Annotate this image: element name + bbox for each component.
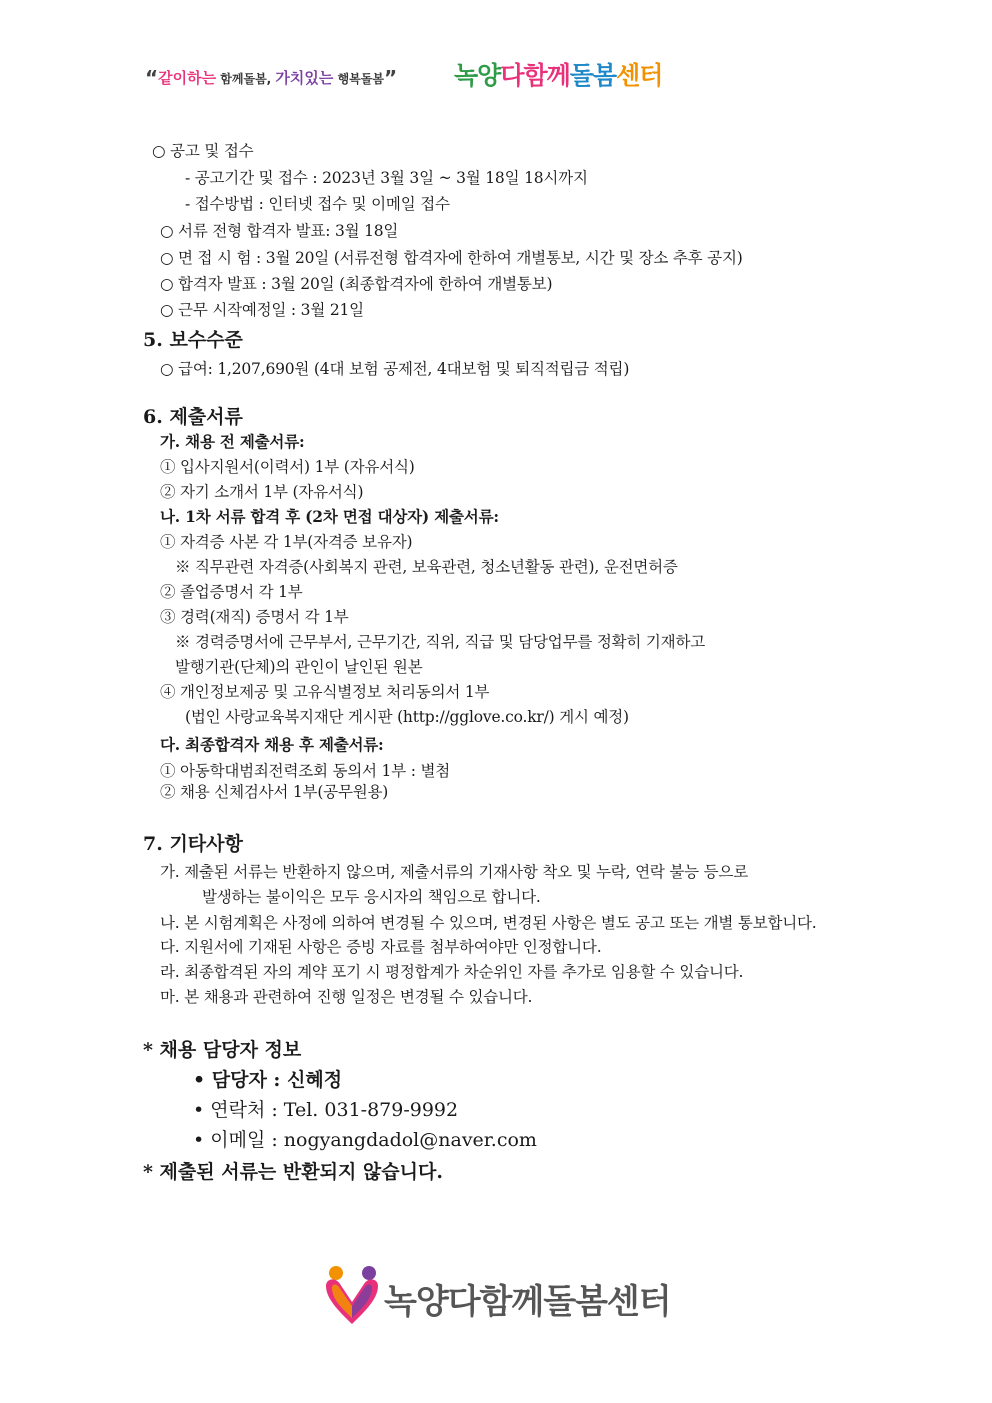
s6-subheading: 다. 최종합격자 채용 후 제출서류: bbox=[160, 735, 384, 754]
s6-line: ④ 개인정보제공 및 고유식별정보 처리동의서 1부 bbox=[160, 683, 490, 701]
s4-line: ○ 합격자 발표 : 3월 20일 (최종합격자에 한하여 개별통보) bbox=[160, 275, 553, 293]
s4-line: - 공고기간 및 접수 : 2023년 3월 3일 ~ 3월 18일 18시까지 bbox=[185, 169, 588, 187]
s4-line: ○ 근무 시작예정일 : 3월 21일 bbox=[160, 301, 364, 319]
slogan-open-quote: “ bbox=[145, 66, 159, 90]
center-name-part-1: 녹양 bbox=[454, 61, 501, 90]
s6-line: ② 졸업증명서 각 1부 bbox=[160, 583, 303, 601]
s6-line: ① 아동학대범죄전력조회 동의서 1부 : 별첨 bbox=[160, 762, 450, 780]
s6-subheading: 나. 1차 서류 합격 후 (2차 면접 대상자) 제출서류: bbox=[160, 507, 499, 526]
s6-line: ② 채용 신체검사서 1부(공무원용) bbox=[160, 783, 389, 801]
s6-subheading: 가. 채용 전 제출서류: bbox=[160, 432, 305, 451]
s6-note: ※ 직무관련 자격증(사회복지 관련, 보육관련, 청소년활동 관련), 운전면허증 bbox=[175, 558, 678, 576]
s4-line: ○ 서류 전형 합격자 발표: 3월 18일 bbox=[160, 222, 399, 240]
s7-line: 나. 본 시험계획은 사정에 의하여 변경될 수 있으며, 변경된 사항은 별도 공고 또는 개별 통보합니다. bbox=[160, 914, 817, 932]
slogan-part-1: 같이하는 bbox=[158, 69, 217, 87]
slogan-part-2: 함께돌봄, bbox=[216, 72, 276, 86]
section-title-7: 7. 기타사항 bbox=[143, 833, 243, 855]
footer-logo-text: 녹양다함께돌봄센터 bbox=[384, 1282, 671, 1322]
s4-line: - 접수방법 : 인터넷 접수 및 이메일 접수 bbox=[185, 195, 450, 213]
s7-line: 라. 최종합격된 자의 계약 포기 시 평정합계가 차순위인 자를 추가로 임용할 수 있습니다. bbox=[160, 963, 744, 981]
center-name-part-3: 돌봄 bbox=[569, 61, 617, 90]
footer-logo bbox=[322, 1264, 682, 1328]
s4-line: ○ 공고 및 접수 bbox=[152, 142, 254, 160]
contact-phone: • 연락처 : Tel. 031-879-9992 bbox=[193, 1099, 459, 1121]
header-slogan bbox=[145, 66, 397, 90]
s6-line: ① 자격증 사본 각 1부(자격증 보유자) bbox=[160, 533, 413, 551]
contact-email: • 이메일 : nogyangdadol@naver.com bbox=[193, 1129, 537, 1151]
section-title-6: 6. 제출서류 bbox=[143, 406, 243, 428]
s6-note: (법인 사랑교육복지재단 게시판 (http://gglove.co.kr/) 게시 예정) bbox=[185, 708, 629, 726]
heart-logo-icon bbox=[322, 1264, 382, 1328]
s6-note: ※ 경력증명서에 근무부서, 근무기간, 직위, 직급 및 담당업무를 정확히 기재하고 bbox=[175, 633, 705, 651]
s6-line: ③ 경력(재직) 증명서 각 1부 bbox=[160, 608, 349, 626]
s5-line: ○ 급여: 1,207,690원 (4대 보험 공제전, 4대보험 및 퇴직적립금 적립) bbox=[160, 360, 630, 378]
s6-line: ② 자기 소개서 1부 (자유서식) bbox=[160, 483, 364, 501]
slogan-part-4: 행복돌봄 bbox=[333, 72, 384, 86]
s7-line: 가. 제출된 서류는 반환하지 않으며, 제출서류의 기재사항 착오 및 누락, 연락 불능 등으로 bbox=[160, 863, 748, 881]
s7-line: 마. 본 채용과 관련하여 진행 일정은 변경될 수 있습니다. bbox=[160, 988, 533, 1006]
section-title-5: 5. 보수수준 bbox=[143, 329, 243, 351]
s6-line: ① 입사지원서(이력서) 1부 (자유서식) bbox=[160, 458, 415, 476]
contact-title: * 채용 담당자 정보 bbox=[143, 1039, 302, 1061]
contact-person: • 담당자 : 신혜정 bbox=[193, 1069, 343, 1091]
header-center-name bbox=[454, 56, 662, 92]
s6-note: 발행기관(단체)의 관인이 날인된 원본 bbox=[175, 658, 423, 676]
s4-line: ○ 면 접 시 험 : 3월 20일 (서류전형 합격자에 한하여 개별통보, 시간 및 장소 추후 공지) bbox=[160, 249, 743, 267]
slogan-close-quote: ” bbox=[383, 66, 398, 90]
return-notice: * 제출된 서류는 반환되지 않습니다. bbox=[143, 1161, 443, 1183]
center-name-part-4: 센터 bbox=[616, 61, 663, 90]
center-name-part-2: 다함께 bbox=[500, 61, 570, 90]
s7-line: 발생하는 불이익은 모두 응시자의 책임으로 합니다. bbox=[202, 888, 541, 906]
page-header bbox=[0, 52, 992, 96]
slogan-part-3: 가치있는 bbox=[275, 69, 334, 87]
s7-line: 다. 지원서에 기재된 사항은 증빙 자료를 첨부하여야만 인정합니다. bbox=[160, 938, 602, 956]
